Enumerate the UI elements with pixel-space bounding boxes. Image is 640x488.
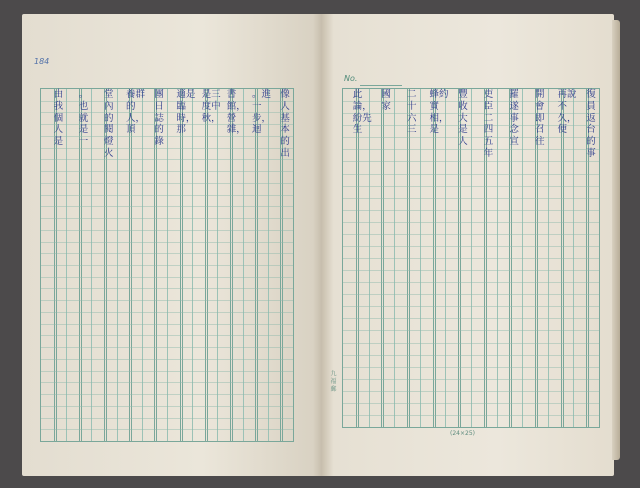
text-column: 適是臨時，那 (176, 89, 196, 136)
footer-mark: 九 福 郵 (329, 370, 336, 392)
text-column: 國家 (381, 89, 391, 112)
text-column: 像人基本的出 (280, 89, 290, 159)
right-manuscript-grid (342, 88, 600, 428)
text-column: 書館，營雜， (226, 89, 246, 136)
text-column: 豐收大是人 (458, 89, 468, 148)
left-page (22, 14, 322, 476)
text-column: 堂內的閱燈火 (104, 89, 114, 159)
no-label: No. (344, 74, 358, 83)
text-column: 再說不久，便 (557, 89, 577, 136)
text-column: 養群的人，頂 (125, 89, 145, 136)
text-column: 二十六三 (407, 89, 417, 136)
text-column: 吏臣二四五年 (483, 89, 494, 159)
text-column: 。進一步，迴 (251, 89, 271, 136)
grid-size-label: (24×25) (450, 430, 475, 437)
text-column: 開會即召往 (535, 89, 545, 148)
text-column: 此論，紛先生 (352, 89, 372, 136)
page-number: 184 (34, 57, 50, 66)
text-column: 羅遂事念宣 (509, 89, 519, 148)
text-column: 。也就是一 (78, 89, 89, 148)
no-underline (360, 85, 402, 86)
open-notebook (14, 14, 618, 476)
text-column: 由我個人是 (53, 89, 64, 148)
page-edges (612, 20, 620, 460)
right-page (322, 14, 614, 476)
text-column: 是三度中秋， (201, 89, 221, 124)
text-column: 復員返台的事 (586, 89, 596, 159)
left-manuscript-grid (40, 88, 294, 442)
text-column: 團日誌的錄 (154, 89, 164, 148)
text-column: 蜂約實相，是 (429, 89, 449, 136)
